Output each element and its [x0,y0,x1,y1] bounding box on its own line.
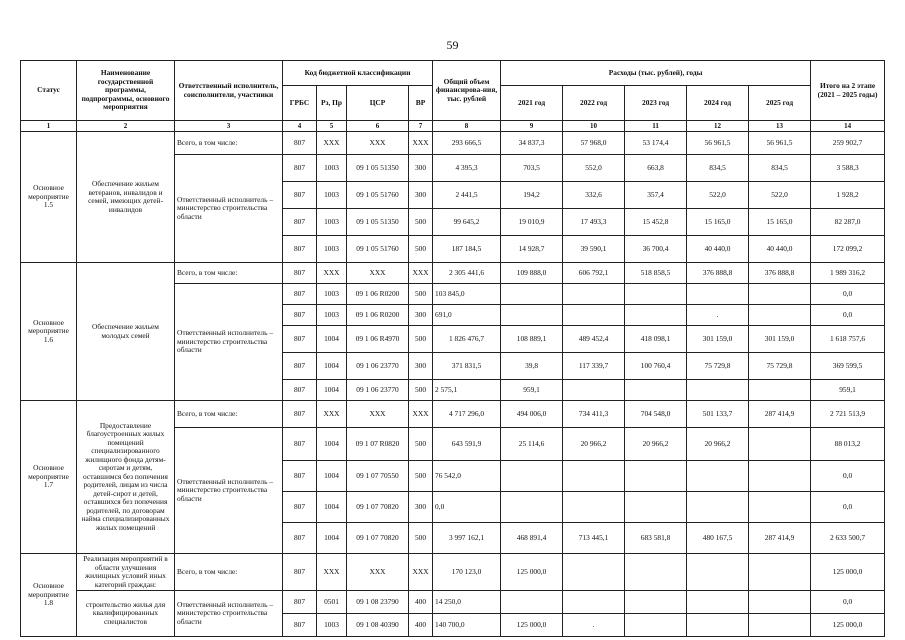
y2025-cell [749,554,811,591]
grbs-cell: 807 [283,305,317,326]
y2024-cell [687,492,749,523]
col-num: 12 [687,121,749,132]
y2022-cell [563,492,625,523]
col-num: 4 [283,121,317,132]
y2023-cell: 15 452,8 [625,209,687,236]
y2025-cell [749,461,811,492]
vr-cell: 500 [409,523,433,554]
vr-cell: 400 [409,614,433,637]
y2022-cell: 606 792,1 [563,263,625,284]
itogo-cell: 259 902,7 [811,132,885,155]
y2022-cell: . [563,614,625,637]
rzpr-cell: XXX [317,263,347,284]
y2023-cell [625,380,687,401]
y2023-cell [625,461,687,492]
rzpr-cell: 1003 [317,155,347,182]
total-cell: 691,0 [433,305,501,326]
y2025-cell: 834,5 [749,155,811,182]
y2025-cell: 75 729,8 [749,353,811,380]
y2021-cell: 125 000,0 [501,554,563,591]
header-total: Общий объем финансирова-ния, тыс. рублей [433,61,501,121]
grbs-cell: 807 [283,263,317,284]
rzpr-cell: 1003 [317,284,347,305]
csr-cell: 09 1 08 40390 [347,614,409,637]
itogo-cell: 1 928,2 [811,182,885,209]
rzpr-cell: 1004 [317,461,347,492]
grbs-cell: 807 [283,353,317,380]
y2023-cell [625,284,687,305]
csr-cell: 09 1 05 51760 [347,236,409,263]
total-cell: 99 645,2 [433,209,501,236]
y2024-cell: 20 966,2 [687,428,749,461]
total-cell: 140 700,0 [433,614,501,637]
grbs-cell: 807 [283,492,317,523]
header-2021: 2021 год [501,86,563,121]
csr-cell: XXX [347,132,409,155]
rzpr-cell: 1004 [317,492,347,523]
responsible-cell: Всего, в том числе: [175,554,283,591]
y2024-cell: 501 133,7 [687,401,749,428]
y2024-cell: 40 440,0 [687,236,749,263]
itogo-cell: 0,0 [811,284,885,305]
rzpr-cell: XXX [317,132,347,155]
y2025-cell: 301 159,0 [749,326,811,353]
header-budget-code: Код бюджетной классификации [283,61,433,86]
table-row [21,132,885,155]
total-cell: 293 666,5 [433,132,501,155]
responsible-cell: Всего, в том числе: [175,263,283,284]
table-row [21,263,885,284]
csr-cell: 09 1 06 R4970 [347,326,409,353]
header-vr: ВР [409,86,433,121]
csr-cell: XXX [347,263,409,284]
y2023-cell [625,305,687,326]
csr-cell: XXX [347,401,409,428]
header-2025: 2025 год [749,86,811,121]
measure-name: Реализация мероприятий в области улучшения жилищных условий иных категорий граждан: [77,554,175,591]
vr-cell: 500 [409,461,433,492]
col-num: 5 [317,121,347,132]
y2021-cell: 34 837,3 [501,132,563,155]
col-num: 11 [625,121,687,132]
itogo-cell: 0,0 [811,461,885,492]
y2025-cell: 522,0 [749,182,811,209]
y2022-cell: 713 445,1 [563,523,625,554]
y2023-cell: 683 581,8 [625,523,687,554]
csr-cell: 09 1 05 51350 [347,155,409,182]
y2022-cell [563,554,625,591]
y2024-cell [687,380,749,401]
y2021-cell: 703,5 [501,155,563,182]
csr-cell: 09 1 08 23790 [347,591,409,614]
page-number: 59 [446,38,459,52]
rzpr-cell: 1003 [317,236,347,263]
grbs-cell: 807 [283,591,317,614]
col-num: 9 [501,121,563,132]
csr-cell: XXX [347,554,409,591]
y2021-cell: 108 889,1 [501,326,563,353]
y2025-cell: 56 961,5 [749,132,811,155]
col-num: 13 [749,121,811,132]
total-cell: 14 250,0 [433,591,501,614]
vr-cell: XXX [409,132,433,155]
total-cell: 643 591,9 [433,428,501,461]
y2022-cell: 17 493,3 [563,209,625,236]
y2021-cell: 494 006,0 [501,401,563,428]
vr-cell: 500 [409,209,433,236]
y2021-cell: 959,1 [501,380,563,401]
y2024-cell [687,554,749,591]
table-row [21,591,885,614]
vr-cell: 500 [409,380,433,401]
responsible-cell: Ответственный исполнитель – министерство строительства области [175,284,283,401]
y2021-cell [501,461,563,492]
y2022-cell: 39 590,1 [563,236,625,263]
y2022-cell: 57 968,0 [563,132,625,155]
table-row [21,554,885,591]
y2022-cell: 332,6 [563,182,625,209]
csr-cell: 09 1 06 23770 [347,353,409,380]
y2023-cell: 53 174,4 [625,132,687,155]
total-cell: 1 826 476,7 [433,326,501,353]
rzpr-cell: 1004 [317,326,347,353]
csr-cell: 09 1 07 70820 [347,523,409,554]
itogo-cell: 125 000,0 [811,554,885,591]
y2021-cell: 109 888,0 [501,263,563,284]
vr-cell: 400 [409,591,433,614]
rzpr-cell: XXX [317,401,347,428]
y2022-cell: 117 339,7 [563,353,625,380]
header-2024: 2024 год [687,86,749,121]
y2024-cell: 376 888,8 [687,263,749,284]
itogo-cell: 1 618 757,6 [811,326,885,353]
y2023-cell [625,492,687,523]
vr-cell: XXX [409,263,433,284]
itogo-cell: 0,0 [811,591,885,614]
y2024-cell: 15 165,0 [687,209,749,236]
header-expenses: Расходы (тыс. рублей), годы [501,61,811,86]
grbs-cell: 807 [283,461,317,492]
y2022-cell: 734 411,3 [563,401,625,428]
y2021-cell: 25 114,6 [501,428,563,461]
responsible-cell: Всего, в том числе: [175,132,283,155]
csr-cell: 09 1 07 70820 [347,492,409,523]
vr-cell: 500 [409,428,433,461]
vr-cell: 500 [409,236,433,263]
col-num: 2 [77,121,175,132]
vr-cell: 300 [409,182,433,209]
y2025-cell [749,428,811,461]
total-cell: 3 997 162,1 [433,523,501,554]
grbs-cell: 807 [283,614,317,637]
csr-cell: 09 1 05 51760 [347,182,409,209]
vr-cell: 500 [409,284,433,305]
rzpr-cell: XXX [317,554,347,591]
itogo-cell: 88 013,2 [811,428,885,461]
y2021-cell: 19 010,9 [501,209,563,236]
y2023-cell: 663,8 [625,155,687,182]
total-cell: 0,0 [433,492,501,523]
y2021-cell: 194,2 [501,182,563,209]
y2024-cell [687,591,749,614]
col-num: 6 [347,121,409,132]
total-cell: 4 717 296,0 [433,401,501,428]
status-cell: Основное мероприятие 1.6 [21,263,77,401]
col-num: 10 [563,121,625,132]
responsible-cell: Всего, в том числе: [175,401,283,428]
header-2023: 2023 год [625,86,687,121]
y2021-cell [501,305,563,326]
itogo-cell: 0,0 [811,492,885,523]
y2025-cell [749,591,811,614]
grbs-cell: 807 [283,132,317,155]
measure-name: Обеспечение жильем ветеранов, инвалидов и семей, имеющих детей-инвалидов [77,132,175,263]
rzpr-cell: 1004 [317,428,347,461]
header-2022: 2022 год [563,86,625,121]
itogo-cell: 2 721 513,9 [811,401,885,428]
y2025-cell [749,284,811,305]
y2023-cell: 418 098,1 [625,326,687,353]
measure-subname: строительство жилья для квалифицированных специалистов [77,591,175,637]
y2023-cell [625,554,687,591]
y2022-cell [563,461,625,492]
itogo-cell: 172 099,2 [811,236,885,263]
itogo-cell: 959,1 [811,380,885,401]
y2025-cell: 376 888,8 [749,263,811,284]
rzpr-cell: 1004 [317,523,347,554]
y2025-cell [749,380,811,401]
header-grbs: ГРБС [283,86,317,121]
csr-cell: 09 1 06 23770 [347,380,409,401]
header-responsible: Ответственный исполнитель, соисполнители, участники [175,61,283,121]
y2025-cell [749,305,811,326]
status-cell: Основное мероприятие 1.8 [21,554,77,637]
grbs-cell: 807 [283,236,317,263]
y2023-cell: 20 966,2 [625,428,687,461]
y2021-cell: 125 000,0 [501,614,563,637]
y2021-cell [501,284,563,305]
responsible-cell: Ответственный исполнитель – министерство строительства области [175,155,283,263]
responsible-cell: Ответственный исполнитель – министерство строительства области [175,591,283,637]
rzpr-cell: 0501 [317,591,347,614]
csr-cell: 09 1 05 51350 [347,209,409,236]
grbs-cell: 807 [283,554,317,591]
vr-cell: XXX [409,554,433,591]
csr-cell: 09 1 06 R0200 [347,284,409,305]
itogo-cell: 2 633 500,7 [811,523,885,554]
vr-cell: 300 [409,155,433,182]
y2025-cell: 287 414,9 [749,401,811,428]
rzpr-cell: 1003 [317,614,347,637]
y2024-cell [687,461,749,492]
vr-cell: 300 [409,305,433,326]
y2022-cell [563,380,625,401]
total-cell: 2 575,1 [433,380,501,401]
col-num: 3 [175,121,283,132]
grbs-cell: 807 [283,155,317,182]
header-status: Статус [21,61,77,121]
total-cell: 2 441,5 [433,182,501,209]
rzpr-cell: 1004 [317,353,347,380]
header-rzpr: Рз, Пр [317,86,347,121]
total-cell: 76 542,0 [433,461,501,492]
header-name: Наименование государственной программы, подпрограммы, основного мероприятия [77,61,175,121]
y2024-cell: 56 961,5 [687,132,749,155]
total-cell: 103 845,0 [433,284,501,305]
itogo-cell: 82 287,0 [811,209,885,236]
y2021-cell: 468 891,4 [501,523,563,554]
grbs-cell: 807 [283,380,317,401]
vr-cell: XXX [409,401,433,428]
y2024-cell [687,284,749,305]
y2025-cell: 40 440,0 [749,236,811,263]
measure-name: Обеспечение жильем молодых семей [77,263,175,401]
status-cell: Основное мероприятие 1.5 [21,132,77,263]
grbs-cell: 807 [283,326,317,353]
y2022-cell [563,284,625,305]
grbs-cell: 807 [283,182,317,209]
total-cell: 2 305 441,6 [433,263,501,284]
header-csr: ЦСР [347,86,409,121]
total-cell: 4 395,3 [433,155,501,182]
y2022-cell [563,591,625,614]
y2023-cell: 704 548,0 [625,401,687,428]
y2023-cell [625,614,687,637]
status-cell: Основное мероприятие 1.7 [21,401,77,554]
rzpr-cell: 1004 [317,380,347,401]
rzpr-cell: 1003 [317,182,347,209]
y2024-cell: 75 729,8 [687,353,749,380]
y2024-cell: . [687,305,749,326]
y2021-cell [501,492,563,523]
total-cell: 187 184,5 [433,236,501,263]
y2024-cell [687,614,749,637]
grbs-cell: 807 [283,523,317,554]
itogo-cell: 3 588,3 [811,155,885,182]
itogo-cell: 0,0 [811,305,885,326]
y2022-cell: 552,0 [563,155,625,182]
table-row [21,401,885,428]
col-num: 14 [811,121,885,132]
rzpr-cell: 1003 [317,305,347,326]
y2022-cell [563,305,625,326]
y2022-cell: 489 452,4 [563,326,625,353]
y2025-cell: 15 165,0 [749,209,811,236]
y2023-cell: 518 858,5 [625,263,687,284]
y2022-cell: 20 966,2 [563,428,625,461]
itogo-cell: 369 599,5 [811,353,885,380]
grbs-cell: 807 [283,284,317,305]
y2024-cell: 480 167,5 [687,523,749,554]
y2021-cell: 39,8 [501,353,563,380]
y2021-cell: 14 928,7 [501,236,563,263]
col-num: 7 [409,121,433,132]
grbs-cell: 807 [283,428,317,461]
total-cell: 170 123,0 [433,554,501,591]
vr-cell: 500 [409,326,433,353]
y2024-cell: 522,0 [687,182,749,209]
column-number-row [21,121,885,132]
measure-name: Предоставление благоустроенных жилых помещений специализированного жилищного фонда детям-сиротам и детям, оставшимся без попечения родителей, лицам из числа детей-сирот и детей, оставшихся без попечения родителей, по договорам найма специализированных жилых помещений [77,401,175,554]
y2025-cell: 287 414,9 [749,523,811,554]
y2023-cell: 357,4 [625,182,687,209]
csr-cell: 09 1 07 R0820 [347,428,409,461]
vr-cell: 300 [409,492,433,523]
y2023-cell [625,591,687,614]
itogo-cell: 1 989 316,2 [811,263,885,284]
col-num: 1 [21,121,77,132]
budget-table [20,60,885,637]
rzpr-cell: 1003 [317,209,347,236]
vr-cell: 300 [409,353,433,380]
csr-cell: 09 1 07 70550 [347,461,409,492]
y2025-cell [749,614,811,637]
itogo-cell: 125 000,0 [811,614,885,637]
y2023-cell: 36 700,4 [625,236,687,263]
y2025-cell [749,492,811,523]
grbs-cell: 807 [283,209,317,236]
grbs-cell: 807 [283,401,317,428]
header-itogo: Итого на 2 этапе (2021 – 2025 годы) [811,61,885,121]
y2024-cell: 301 159,0 [687,326,749,353]
col-num: 8 [433,121,501,132]
csr-cell: 09 1 06 R0200 [347,305,409,326]
total-cell: 371 831,5 [433,353,501,380]
y2024-cell: 834,5 [687,155,749,182]
responsible-cell: Ответственный исполнитель – министерство строительства области [175,428,283,554]
y2021-cell [501,591,563,614]
y2023-cell: 100 760,4 [625,353,687,380]
